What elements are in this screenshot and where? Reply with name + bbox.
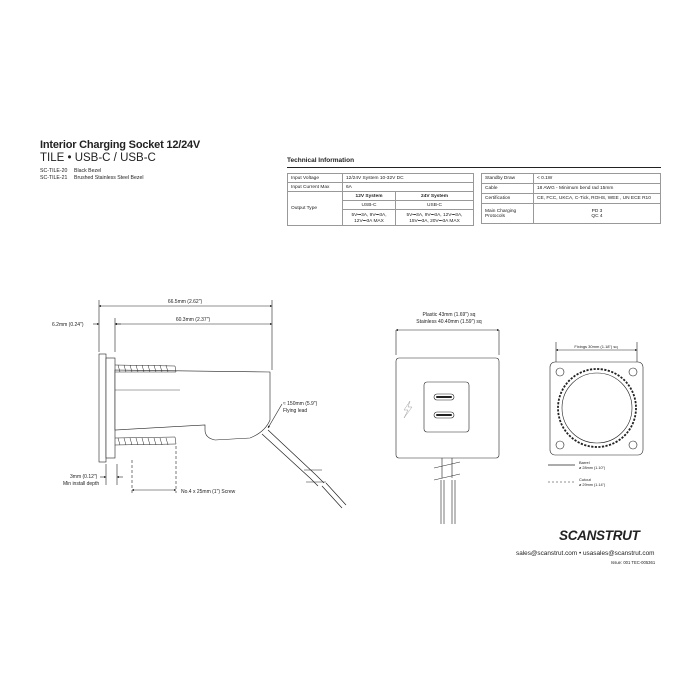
protocol-pd: PD 3 xyxy=(591,208,603,214)
dim-bezel-thickness: 6.2mm (0.24") xyxy=(52,322,84,328)
contact-emails: sales@scanstrut.com • usasales@scanstrut.com xyxy=(516,550,655,557)
legend-cutout-dim: ø 29mm (1.14") xyxy=(579,483,606,487)
document-subtitle: TILE • USB-C / USB-C xyxy=(40,152,156,164)
legend-barrel: Barrel xyxy=(579,460,590,465)
spec-value: 5V⎓3A, 9V⎓3A, 12V⎓3A, 15V⎓3A, 20V⎓3A MAX xyxy=(396,210,474,226)
dim-install-depth-label: Min install depth xyxy=(63,481,100,487)
cutout-view-drawing xyxy=(548,342,643,482)
spec-value: 6A xyxy=(343,183,474,192)
sku-desc: Black Bezel xyxy=(74,168,102,174)
spec-label: Cable xyxy=(482,184,534,194)
dim-lead-length: ≈ 150mm (5.9") xyxy=(283,401,318,407)
spec-label: Standby Draw xyxy=(482,174,534,184)
screw-spec: No.4 x 25mm (1") Screw xyxy=(181,489,236,495)
dim-lead-label: Flying lead xyxy=(283,408,308,414)
sku-desc: Brushed Stainless Steel Bezel xyxy=(74,175,144,181)
spec-value: 12/24V System 10-32V DC xyxy=(343,174,474,183)
spec-value: USB-C xyxy=(343,201,396,210)
spec-value: < 0.1W xyxy=(534,174,661,184)
issue-number: Issue: 001 TEC-005361 xyxy=(611,560,656,565)
spec-head: 24V System xyxy=(396,192,474,201)
tech-info-title: Technical Information xyxy=(287,157,355,164)
spec-head: 12V System xyxy=(343,192,396,201)
spec-label: Certification xyxy=(482,194,534,204)
dim-stainless-size: Stainless 40.40mm (1.59") sq xyxy=(416,319,482,325)
legend-cutout: Cutout xyxy=(579,477,591,482)
legend-barrel-dim: ø 28mm (1.10") xyxy=(579,466,606,470)
spec-value: CE, FCC, UKCA, C-Tick, ROHS, WEE , UN ECE R10 xyxy=(534,194,661,204)
dim-body-length: 60.3mm (2.37") xyxy=(175,317,211,323)
document-title: Interior Charging Socket 12/24V xyxy=(40,139,201,151)
spec-label: Input Voltage xyxy=(288,174,343,183)
protocol-qc: QC 4 xyxy=(591,213,603,219)
dim-install-depth: 3mm (0.12") xyxy=(70,474,98,480)
dim-overall-length: 66.5mm (2.62") xyxy=(167,299,203,305)
spec-label: Main Charging Protocols xyxy=(482,204,534,224)
sku-code: SC-TILE-21 xyxy=(40,175,68,181)
spec-value: 5V⎓3A, 9V⎓3A, 12V⎓3A MAX xyxy=(343,210,396,226)
front-view-drawing xyxy=(396,330,499,524)
sku-code: SC-TILE-20 xyxy=(40,168,68,174)
spec-label: Input Current Max xyxy=(288,183,343,192)
dim-plastic-size: Plastic 43mm (1.69") sq xyxy=(422,312,476,318)
brand-logo: SCANSTRUT xyxy=(559,528,640,543)
spec-value: USB-C xyxy=(396,201,474,210)
dim-fixings: Fixings 30mm (1.18") sq xyxy=(574,344,618,349)
spec-value: 18 AWG - Minimum bend rad 15mm xyxy=(534,184,661,194)
spec-label: Output Type xyxy=(288,192,343,226)
